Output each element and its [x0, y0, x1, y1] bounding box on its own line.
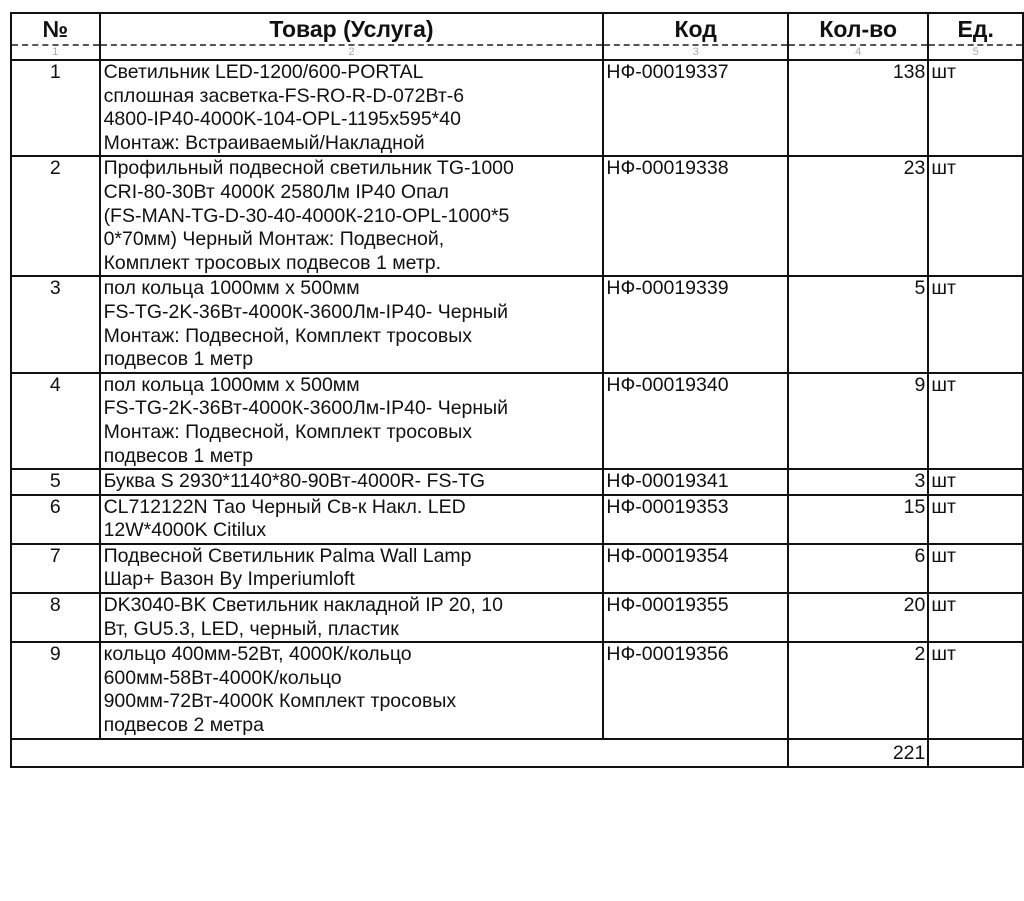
- product-name: Подвесной Светильник Palma Wall Lamp Шар+ Вазон By Imperiumloft: [100, 544, 604, 593]
- product-qty: 9: [788, 373, 928, 469]
- table-row: [11, 60, 1023, 156]
- product-unit: шт: [928, 495, 1023, 544]
- product-name: DK3040-BK Светильник накладной IP 20, 10 Вт, GU5.3, LED, черный, пластик: [100, 593, 604, 642]
- column-number: 4: [788, 45, 928, 60]
- product-code: НФ-00019337: [603, 60, 788, 156]
- total-unit-cell: [928, 739, 1023, 767]
- row-number: 1: [11, 60, 100, 156]
- product-qty: 20: [788, 593, 928, 642]
- table-row: [11, 642, 1023, 738]
- product-code: НФ-00019338: [603, 156, 788, 276]
- product-unit: шт: [928, 593, 1023, 642]
- product-qty: 138: [788, 60, 928, 156]
- header-code: Код: [603, 13, 788, 45]
- product-unit: шт: [928, 156, 1023, 276]
- header-unit: Ед.: [928, 13, 1023, 45]
- table-row: [11, 469, 1023, 495]
- product-name: Буква S 2930*1140*80-90Вт-4000R- FS-TG: [100, 469, 604, 495]
- product-name: пол кольца 1000мм х 500мм FS-TG-2K-36Вт-4000К-3600Лм-IP40- Черный Монтаж: Подвесной, Комплект тросовых подвесов 1 метр: [100, 373, 604, 469]
- product-qty: 6: [788, 544, 928, 593]
- column-number: 3: [603, 45, 788, 60]
- row-number: 3: [11, 276, 100, 372]
- row-number: 5: [11, 469, 100, 495]
- product-code: НФ-00019353: [603, 495, 788, 544]
- product-qty: 5: [788, 276, 928, 372]
- product-qty: 15: [788, 495, 928, 544]
- table-row: [11, 156, 1023, 276]
- product-name: CL712122N Тао Черный Св-к Накл. LED 12W*4000K Citilux: [100, 495, 604, 544]
- product-code: НФ-00019341: [603, 469, 788, 495]
- product-unit: шт: [928, 373, 1023, 469]
- row-number: 2: [11, 156, 100, 276]
- total-row: [11, 739, 1023, 767]
- row-number: 9: [11, 642, 100, 738]
- invoice-sheet: [10, 12, 1024, 768]
- row-number: 4: [11, 373, 100, 469]
- product-name: кольцо 400мм-52Вт, 4000К/кольцо 600мм-58Вт-4000К/кольцо 900мм-72Вт-4000К Комплект тросовых подвесов 2 метра: [100, 642, 604, 738]
- product-unit: шт: [928, 642, 1023, 738]
- column-number-row: [11, 45, 1023, 60]
- column-number: 2: [100, 45, 604, 60]
- header-name: Товар (Услуга): [100, 13, 604, 45]
- column-number: 5: [928, 45, 1023, 60]
- product-qty: 23: [788, 156, 928, 276]
- product-name: пол кольца 1000мм х 500мм FS-TG-2K-36Вт-4000К-3600Лм-IP40- Черный Монтаж: Подвесной, Комплект тросовых подвесов 1 метр: [100, 276, 604, 372]
- product-unit: шт: [928, 60, 1023, 156]
- table-row: [11, 373, 1023, 469]
- header-no: №: [11, 13, 100, 45]
- total-qty: 221: [788, 739, 928, 767]
- column-number: 1: [11, 45, 100, 60]
- product-unit: шт: [928, 544, 1023, 593]
- total-label-cell: [11, 739, 788, 767]
- product-code: НФ-00019355: [603, 593, 788, 642]
- product-code: НФ-00019356: [603, 642, 788, 738]
- goods-table: [10, 12, 1024, 768]
- table-row: [11, 544, 1023, 593]
- row-number: 8: [11, 593, 100, 642]
- product-name: Профильный подвесной светильник TG-1000 CRI-80-30Вт 4000К 2580Лм IP40 Опал (FS-MAN-TG-D-30-40-4000К-210-OPL-1000*5 0*70мм) Черный Монтаж: Подвесной, Комплект тросовых подвесов 1 метр.: [100, 156, 604, 276]
- header-row: [11, 13, 1023, 45]
- product-qty: 3: [788, 469, 928, 495]
- table-row: [11, 495, 1023, 544]
- product-name: Светильник LED-1200/600-PORTAL сплошная засветка-FS-RO-R-D-072Вт-6 4800-IP40-4000K-104-OPL-1195x595*40 Монтаж: Встраиваемый/Накладной: [100, 60, 604, 156]
- product-code: НФ-00019340: [603, 373, 788, 469]
- table-row: [11, 276, 1023, 372]
- product-code: НФ-00019354: [603, 544, 788, 593]
- product-code: НФ-00019339: [603, 276, 788, 372]
- row-number: 6: [11, 495, 100, 544]
- header-qty: Кол-во: [788, 13, 928, 45]
- row-number: 7: [11, 544, 100, 593]
- product-unit: шт: [928, 276, 1023, 372]
- product-unit: шт: [928, 469, 1023, 495]
- table-row: [11, 593, 1023, 642]
- product-qty: 2: [788, 642, 928, 738]
